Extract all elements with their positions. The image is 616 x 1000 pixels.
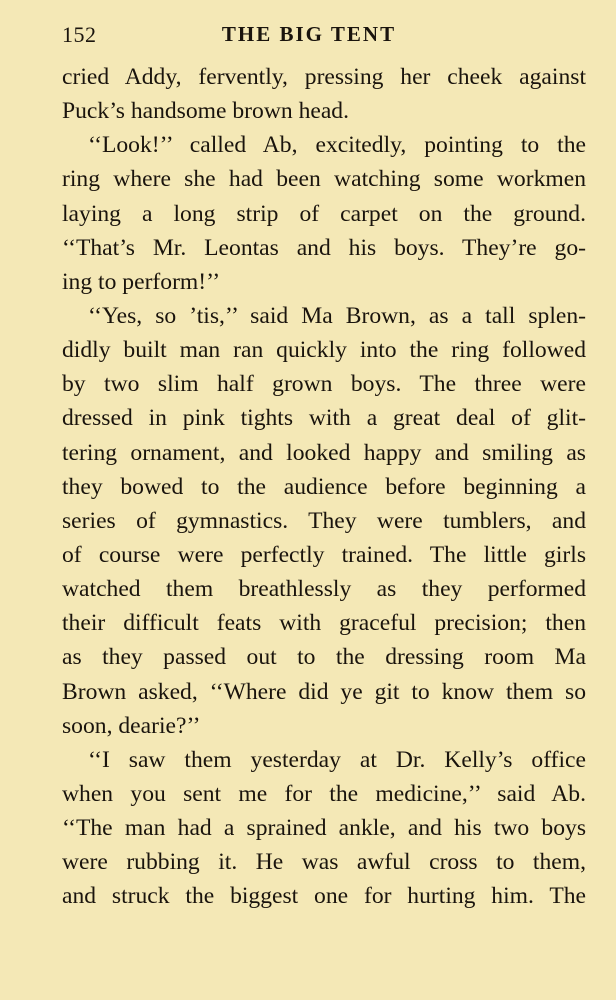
text-line: and struck the biggest one for hurting him. The	[62, 883, 586, 910]
text-line: Puck’s handsome brown head.	[62, 98, 350, 125]
text-line: by two slim half grown boys. The three were	[62, 371, 586, 398]
text-line: were rubbing it. He was awful cross to them,	[62, 849, 586, 876]
running-head: THE BIG TENT	[221, 22, 397, 46]
text-line: dressed in pink tights with a great deal of glit-	[62, 405, 586, 432]
text-line: ring where she had been watching some workmen	[62, 166, 586, 193]
text-line: ‘‘Yes, so ’tis,’’ said Ma Brown, as a tall splen-	[88, 302, 586, 329]
text-line: their difficult feats with graceful precision; then	[62, 610, 586, 637]
body-text	[62, 60, 586, 914]
page-header	[62, 22, 556, 52]
text-line: watched them breathlessly as they performed	[62, 576, 586, 603]
text-line: they bowed to the audience before beginning a	[62, 473, 586, 500]
text-line: series of gymnastics. They were tumblers, and	[62, 507, 586, 534]
text-line: when you sent me for the medicine,’’ said Ab.	[62, 780, 586, 807]
text-line: soon, dearie?’’	[62, 712, 201, 739]
text-line: Brown asked, ‘‘Where did ye git to know them so	[62, 678, 586, 705]
text-line: tering ornament, and looked happy and smiling as	[62, 439, 586, 466]
text-line: ‘‘Look!’’ called Ab, excitedly, pointing to the	[88, 132, 586, 159]
text-line: ing to perform!’’	[62, 268, 221, 295]
text-line: didly built man ran quickly into the ring followed	[62, 337, 586, 364]
text-line: laying a long strip of carpet on the ground.	[62, 200, 586, 227]
page-number: 152	[62, 22, 97, 47]
text-line: of course were perfectly trained. The little girls	[62, 541, 586, 568]
text-line: ‘‘I saw them yesterday at Dr. Kelly’s office	[88, 746, 586, 773]
text-line: ‘‘That’s Mr. Leontas and his boys. They’re go-	[62, 234, 586, 261]
text-line: ‘‘The man had a sprained ankle, and his two boys	[62, 815, 586, 842]
text-line: cried Addy, fervently, pressing her cheek against	[62, 64, 586, 90]
text-line: as they passed out to the dressing room Ma	[62, 644, 586, 671]
